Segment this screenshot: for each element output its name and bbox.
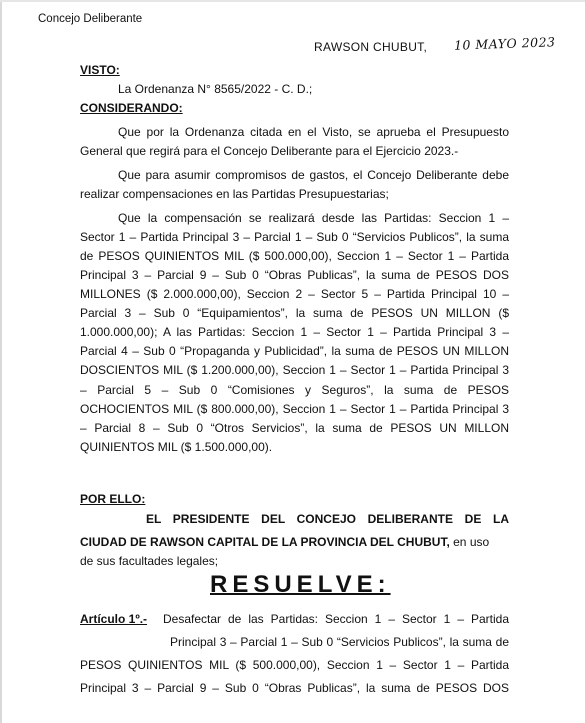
articulo-1-label-text: Artículo 1º.- (80, 612, 148, 626)
date-stamp: 10 MAYO 2023 (453, 34, 556, 53)
articulo-1-line: Desafectar de las Partidas: Seccion 1 – Sector 1 – Partida (163, 612, 509, 626)
articulo-1-line: Principal 3 – Parcial 1 – Sub 0 “Servicios Publicos”, la suma de (170, 635, 509, 649)
considerando-line: 1.000.000,00); A las Partidas: Seccion 1 – Sector 1 – Partida Principal 3 – (80, 325, 509, 339)
por-ello-line: de sus facultades legales; (80, 554, 219, 568)
considerando-line: realizar compensaciones en las Partidas Presupuestarias; (80, 187, 389, 201)
page-edge-top (0, 0, 585, 2)
considerando-line: Parcial 3 – Sub 0 “Equipamientos”, la suma de PESOS UN MILLON ($ (80, 306, 509, 320)
considerando-line: DOSCIENTOS MIL ($ 1.200.000,00), Seccion 1 – Sector 1 – Partida Principal 3 (80, 363, 509, 377)
considerando-line: Principal 3 – Parcial 9 – Sub 0 “Obras Publicas”, la suma de PESOS DOS (80, 268, 509, 282)
por-ello-bold-text: CIUDAD DE RAWSON CAPITAL DE LA PROVINCIA DEL CHUBUT, (80, 535, 450, 549)
por-ello-line (80, 535, 489, 549)
articulo-1-line: Principal 3 – Parcial 9 – Sub 0 “Obras Publicas”, la suma de PESOS DOS (80, 681, 509, 695)
page-edge-left (0, 0, 2, 723)
considerando-line: Parcial 4 – Sub 0 “Propaganda y Publicidad”, la suma de PESOS UN MILLON (80, 344, 509, 358)
considerando-line: – Parcial 5 – Sub 0 “Comisiones y Seguros”, la suma de PESOS (80, 383, 509, 397)
header-organization: Concejo Deliberante (38, 13, 143, 25)
considerando-line: – Parcial 8 – Sub 0 “Otros Servicios”, la suma de PESOS UN MILLON (80, 421, 509, 435)
considerando-line: Que para asumir compromisos de gastos, el Concejo Deliberante debe (118, 168, 509, 182)
considerando-line: Sector 1 – Partida Principal 3 – Parcial 1 – Sub 0 “Servicios Publicos”, la suma (80, 230, 509, 244)
header-city: RAWSON CHUBUT, (314, 40, 428, 54)
considerando-line: QUINIENTOS MIL ($ 1.500.000,00). (80, 440, 273, 454)
resuelve-heading: RESUELVE: (210, 571, 391, 598)
visto-label: VISTO: (80, 63, 120, 77)
articulo-1-line: PESOS QUINIENTOS MIL ($ 500.000,00), Seccion 1 – Sector 1 – Partida (80, 658, 509, 672)
por-ello-label: POR ELLO: (80, 492, 146, 506)
considerando-line: Que por la Ordenanza citada en el Visto, se aprueba el Presupuesto (118, 125, 509, 139)
por-ello-line: EL PRESIDENTE DEL CONCEJO DELIBERANTE DE LA (146, 512, 509, 526)
considerando-line: Que la compensación se realizará desde las Partidas: Seccion 1 – (118, 211, 509, 225)
considerando-line: MILLONES ($ 2.000.000,00), Seccion 2 – Sector 5 – Partida Principal 10 – (80, 287, 509, 301)
visto-text: La Ordenanza N° 8565/2022 - C. D.; (118, 82, 313, 96)
considerando-label: CONSIDERANDO: (80, 101, 183, 115)
considerando-line: de PESOS QUINIENTOS MIL ($ 500.000,00), Seccion 1 – Sector 1 – Partida (80, 249, 509, 263)
considerando-line: OCHOCIENTOS MIL ($ 800.000,00), Seccion 1 – Sector 1 – Partida Principal 3 (80, 402, 509, 416)
articulo-1-label (80, 612, 147, 626)
por-ello-rest-text: en uso (449, 535, 490, 549)
considerando-line: General que regirá para el Concejo Deliberante para el Ejercicio 2023.- (80, 144, 459, 158)
